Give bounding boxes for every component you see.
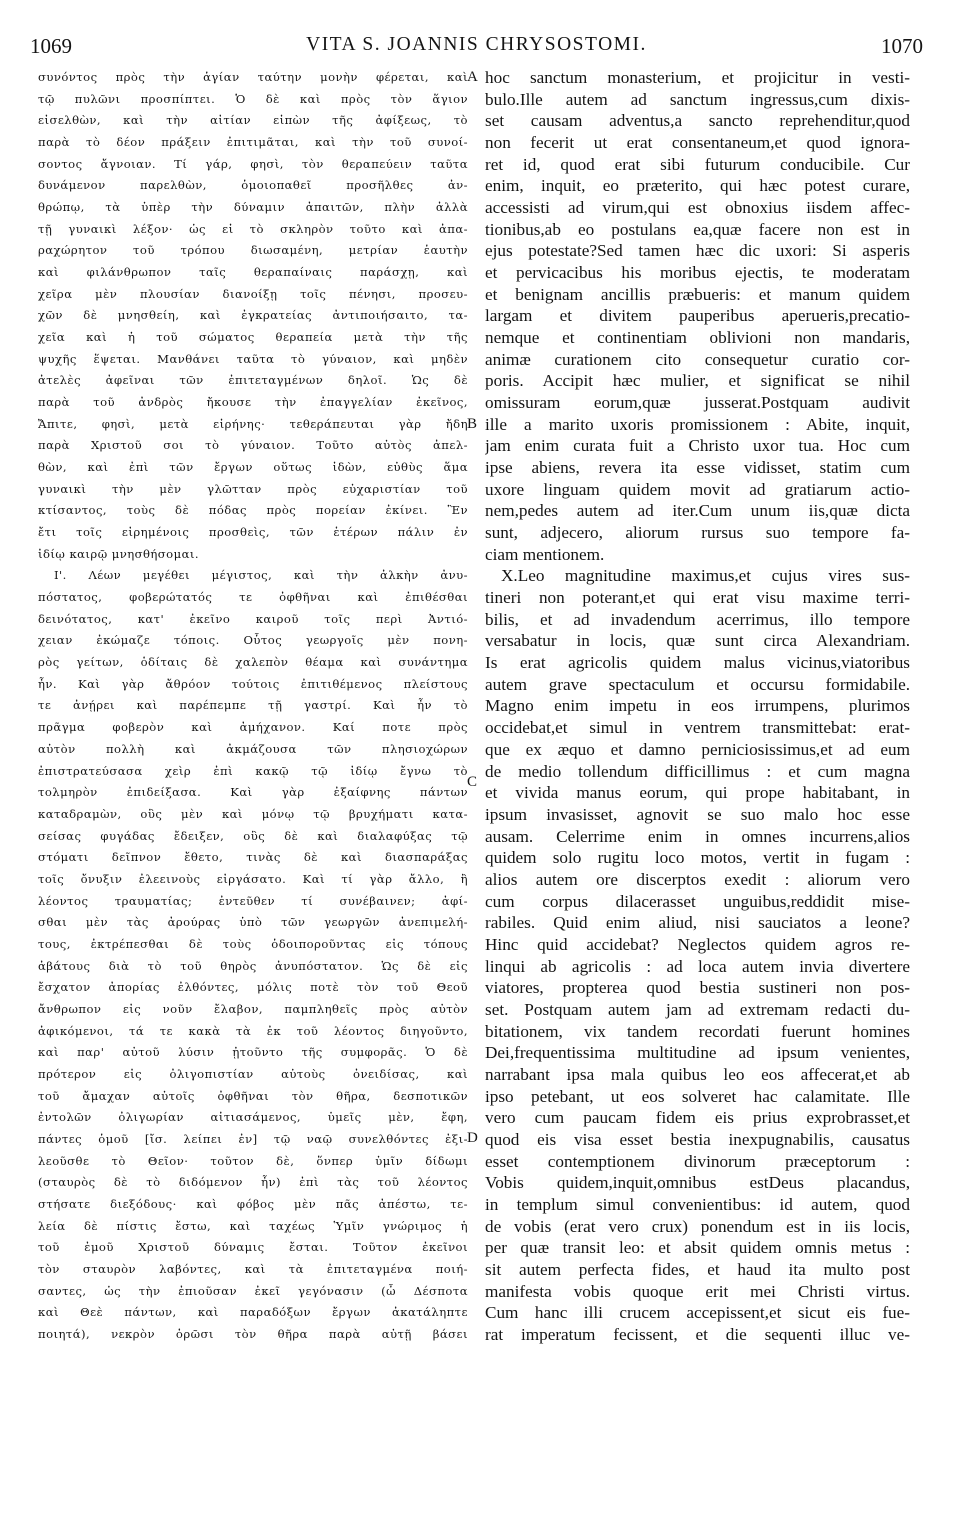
greek-text-line: σαντες, ὡς τὴν ἐπιοῦσαν ἐκεῖ γεγόνασιν (ὦ Δέσποτα <box>38 1283 468 1298</box>
greek-text-line: ραχώρητον τοῦ τρόπου διωσαμένη, μετρίαν ἑαυτὴν <box>38 243 468 258</box>
latin-text-line: nem,pedes autem ad iter.Cum unum iis,quæ dicta <box>485 501 910 521</box>
latin-text-line: et vivida manus eorum, qui prope habitabant, in <box>485 783 910 803</box>
latin-text-line: rabiles. Quid enim aliud, nisi sauciatos a leone? <box>485 913 910 933</box>
greek-text-line: λεοῦσθε τὸ Θεῖον· τοῦτον δὲ, ὅνπερ ὑμῖν δίδωμι <box>38 1153 468 1168</box>
latin-text-line: hoc sanctum monasterium, et projicitur in vesti- <box>485 68 910 87</box>
greek-text-line: δυνάμενον παρελθὼν, ὁμοιοπαθεῖ προσῆλθες ἀν- <box>38 178 468 193</box>
greek-text-line: τῇ γυναικὶ λέξον· ὡς εἰ τὸ σκληρὸν τοῦτο καὶ ἀπα- <box>38 221 468 236</box>
greek-text-line: Ι'. Λέων μεγέθει μέγιστος, καὶ τὴν ἀλκὴν ἀνυ- <box>54 568 468 583</box>
greek-text-line: τοῖς ὄνυξιν ἐλεεινοὺς εἰργάσατο. Καὶ τί γὰρ ἄλλο, ἢ <box>38 871 468 886</box>
greek-text-line: παρὰ Χριστοῦ σοι τὸ γύναιον. Τοῦτο αὐτὸς ἀπελ- <box>38 438 468 453</box>
latin-text-line: Hinc quid accidebat? Neglectos quidem agros re- <box>485 934 910 954</box>
greek-text-line: ψυχῆς ἕψεται. Μανθάνει ταῦτα τὸ γύναιον, καὶ μηδὲν <box>38 351 468 366</box>
latin-text-line: bulo.Ille autem ad sanctum ingressus,cum dixis- <box>485 89 910 109</box>
latin-text-line: esset contemptionem divinorum præceptorum : <box>485 1151 910 1171</box>
greek-text-line: ἐντολῶν ὀλιγωρίαν αἰτιασάμενος, ὑμεῖς μὲν, ἔφη, <box>38 1110 468 1125</box>
margin-letter-a: A <box>467 69 478 85</box>
greek-column <box>38 67 468 1346</box>
greek-text-line: τε ἀνῄρει καὶ παρέπεμπε τῇ γαστρί. Καὶ ἦν τὸ <box>38 698 468 713</box>
greek-text-line: σείσας φυγάδας ἔδειξεν, οὓς δὲ καὶ διαλαφύξας τῷ <box>38 828 468 843</box>
running-title: VITA S. JOANNIS CHRYSOSTOMI. <box>306 34 647 55</box>
greek-text-line: θὼν, καὶ ἐπὶ τῶν ἔργων οὕτως ἰδὼν, εὐθὺς ἅμα <box>38 460 468 475</box>
latin-text-line: per quæ transit leo: et absit quidem omnis metus : <box>485 1238 910 1258</box>
latin-text-line: linqui ab agricolis : ad loca autem invia divertere <box>485 956 910 976</box>
greek-text-line: καὶ Θεὲ πάντων, καὶ παραδόξων ἔργων ἀκατάληπτε <box>38 1305 468 1320</box>
greek-text-line: ρὸς γείτων, ὁδίταις δὲ χαλεπὸν θέαμα καὶ συνάντημα <box>38 655 468 670</box>
latin-text-line: uxore linguam quidem movit ad gratiarum actio- <box>485 479 910 499</box>
latin-text-line: Vobis quidem,inquit,omnibus estDeus placandus, <box>485 1173 910 1193</box>
greek-text-line: θρώπῳ, τὰ ὑπὲρ τὴν δύναμιν ἀπαιτῶν, πλὴν ἀλλὰ <box>38 200 468 215</box>
greek-text-line: ἀβάτους διὰ τὸ τοῦ θηρὸς ἀνυπόστατον. Ὡς δὲ εἰς <box>38 958 468 973</box>
greek-text-line: Ἄπιτε, φησὶ, μετὰ εἰρήνης· τεθεράπευται γὰρ ἤδη <box>38 416 468 431</box>
latin-text-line: ausam. Celerrime enim in omnes incurrens,alios <box>485 826 910 846</box>
margin-letter-d: D <box>467 1130 478 1146</box>
latin-text-line: in templum simul convenientibus: id autem, quod <box>485 1194 910 1214</box>
greek-text-line: παρὰ τὸ δέον πράξειν ἐπιτιμᾶται, καὶ τὴν τοῦ συνοί- <box>38 135 468 150</box>
latin-text-line: sunt, adjecero, aliorum rursus suo tempore fa- <box>485 523 910 543</box>
latin-text-line: Dei,frequentissima multitudine ad ipsum venientes, <box>485 1043 910 1063</box>
latin-text-line: Magno enim impetu in eos irrumpens, plurimos <box>485 696 910 716</box>
latin-text-line: non fecerit ut erat consentaneum,et quod ignora- <box>485 133 910 153</box>
greek-text-line: πρότερον εἰς ὀλιγοπιστίαν αὐτοὺς ὀνειδίσας, καὶ <box>38 1066 468 1081</box>
greek-text-line: πάντες ὁμοῦ [ἴσ. λείπει ἐν] τῷ ναῷ συνελθόντες ἐξι- <box>38 1131 468 1146</box>
latin-text-line: versabatur in locis, quæ sunt circa Alexandriam. <box>485 631 910 651</box>
latin-text-line: omissuram eorum,quæ jusserat.Postquam audivit <box>485 393 910 413</box>
latin-text-line: cum corpus dilacerasset unguibus,reddidit mise- <box>485 891 910 911</box>
greek-text-line: γυναικὶ τὴν μὲν γλῶτταν πρὸς εὐχαριστίαν τοῦ <box>38 481 468 496</box>
greek-text-line: τους, ἐκτρέπεσθαι δὲ τοὺς ὁδοιποροῦντας εἰς τόπους <box>38 936 468 951</box>
latin-text-line: animæ curationem cito consequetur curatio cor- <box>485 349 910 369</box>
latin-text-line: ipsum invasisset, agnovit se suo malo hoc esse <box>485 804 910 824</box>
latin-text-line: largam et divitem pauperibus aperueris,precatio- <box>485 306 910 326</box>
latin-text-line: tineri non poterant,et qui erat visu maxime terri- <box>485 588 910 608</box>
latin-text-line: alios autem ore discerptos exedit : aliorum vero <box>485 869 910 889</box>
latin-text-line: ciam mentionem. <box>485 544 605 564</box>
latin-text-line: narrabant ipsa mala quibus leo eos affecerat,et ab <box>485 1064 910 1084</box>
greek-text-line: παρὰ τοῦ ἀνδρὸς ἤκουσε τὴν ἐπαγγελίαν ἐκεῖνος, <box>38 395 468 410</box>
greek-text-line: πρᾶγμα φοβερὸν καὶ ἀμήχανον. Καί ποτε πρὸς <box>38 720 468 735</box>
greek-text-line: στόματι δεῖπνον ἔθετο, τινὰς δὲ καὶ διασπαράξας <box>38 850 468 865</box>
latin-text-line: ret id, quod erat sibi futurum conducibile. Cur <box>485 154 910 174</box>
page-number-left: 1069 <box>30 34 72 58</box>
latin-text-line: et benignam ancillis præbueris: et manum quidem <box>485 284 910 304</box>
greek-text-line: τοῦ ἐμοῦ Χριστοῦ δύναμις ἔσται. Τοῦτον ἐκεῖνοι <box>38 1240 468 1255</box>
greek-text-line: τὸν σταυρὸν λαβόντες, καὶ τὰ ἐπιτεταγμένα ποιή- <box>38 1261 468 1276</box>
greek-text-line: σθαι μὲν τὰς ἀρούρας ὑπὸ τῶν γεωργῶν ἀνεπιμελή- <box>38 915 468 930</box>
greek-text-line: ἄνθρωπον εἰς νοῦν ἔλαβον, παμπληθεῖς πρὸς αὐτὸν <box>38 1001 468 1016</box>
greek-text-line: ἀτελὲς ἀφεῖναι τῶν ἐπιτεταγμένων δηλοῖ. Ὡς δὲ <box>38 373 468 388</box>
latin-text-line: Is erat agricolis quidem malus vicinus,viatoribus <box>485 653 910 673</box>
latin-text-line: de medio tollendum difficillimus : et cum magna <box>485 761 910 781</box>
greek-text-line: ποιητά), νεκρὸν ὁρῶσι τὸν θῆρα παρὰ αὐτῇ βάσει <box>38 1326 468 1341</box>
greek-text-line: ἰδίῳ καιρῷ μνησθήσομαι. <box>38 546 199 561</box>
greek-text-line: δεινότατος, κατ' ἐκεῖνο καιροῦ τοῖς περὶ Ἀντιό- <box>38 611 468 626</box>
greek-text-line: λέοντος τραυματίας; ἐντεῦθεν τί συνέβαινεν; ἀφί- <box>38 893 468 908</box>
greek-text-line: καὶ φιλάνθρωπον ταῖς θεραπαίναις παράσχῃ, καὶ <box>38 265 468 280</box>
latin-text-line: enim, inquit, eo præterito, qui hæc potest curare, <box>485 176 910 196</box>
latin-text-line: manifesta vobis quoque erit mei Christi virtus. <box>485 1281 910 1301</box>
greek-text-line: χεῖρα μὲν πλουσίαν διανοίξῃ τοῖς πένησι, προσευ- <box>38 286 468 301</box>
latin-text-line: ejus potestate?Sed tamen hæc dic uxori: Si asperis <box>485 241 910 261</box>
greek-text-line: καταδραμὼν, οὓς μὲν καὶ μόνῳ τῷ βρυχήματι κατα- <box>38 806 468 821</box>
latin-text-line: rat imperatum fecissent, et die sequenti illuc ve- <box>485 1324 910 1344</box>
latin-text-line: ipse abiens, revera ita esse vidisset, statim cum <box>485 458 910 478</box>
latin-text-line: tionibus,ab eo postulans ea,quæ facere non est in <box>485 219 910 239</box>
greek-text-line: ἦν. Καὶ γὰρ ἄθρόον τούτοις ἐπιτιθέμενος πλείστους <box>38 676 468 691</box>
latin-text-line: nemque et continentiam oblivioni non mandaris, <box>485 328 910 348</box>
latin-text-line: autem grave spectaculum et occursu formidabile. <box>485 674 910 694</box>
latin-text-line: et pervicacibus his moribus ejectis, te moderatam <box>485 263 910 283</box>
greek-text-line: χεῖα καὶ ἡ τοῦ σώματος θεραπεία μετὰ τὴν τῆς <box>38 330 468 345</box>
greek-text-line: χῶν δὲ μνησθείη, καὶ ἐγκρατείας ἀντιποιήσαιτο, τα- <box>38 308 468 323</box>
page-header <box>30 34 923 60</box>
latin-text-line: vero cum paucam fidem eis prius exprobrasset,et <box>485 1108 910 1128</box>
latin-text-line: bitationem, vix tandem recordati fuerunt homines <box>485 1021 910 1041</box>
latin-text-line: ille a marito uxoris promissionem : Abite, inquit, <box>485 414 910 434</box>
latin-text-line: set. Postquam autem jam ad extremam redacti du- <box>485 999 910 1019</box>
latin-text-line: sit autem perfecta fides, et haud ita multo post <box>485 1259 910 1279</box>
greek-text-line: συνόντος πρὸς τὴν ἁγίαν ταύτην μονὴν φέρεται, καὶ <box>38 70 468 84</box>
latin-text-line: ipso petebant, ut eos solveret hac calamitate. Ille <box>485 1086 910 1106</box>
greek-text-line: πόστατος, φοβερώτατός τε ὀφθῆναι καὶ ἐπιθέσθαι <box>38 590 468 605</box>
greek-text-line: τῷ πυλῶνι προσπίπτει. Ὁ δὲ καὶ πρὸς τὸν ἅγιον <box>38 91 468 106</box>
greek-text-line: τοῦ ἄμαχαν αὐτοῖς ὀφθῆναι τὸν θῆρα, δεσποτικῶν <box>38 1088 468 1103</box>
margin-letter-c: C <box>467 774 478 790</box>
greek-text-line: (σταυρὸς δὲ τὸ διδόμενον ἦν) ἐπὶ τὰς τοῦ λέοντος <box>38 1175 468 1190</box>
latin-text-line: occidebat,et simul in ventrem transmittebat: erat- <box>485 718 910 738</box>
latin-text-line: bilis, et ad invadendum acerrimus, illo tempore <box>485 609 910 629</box>
latin-text-line: quod eis visa esset bestia inexpugnabilis, causatus <box>485 1129 910 1149</box>
latin-text-line: que ex æquo et damno perniciosissimus,et ad eum <box>485 739 910 759</box>
greek-text-line: αὐτὸν πολλὴ καὶ ἀκμάζουσα τῶν πλησιοχώρων <box>38 741 468 756</box>
latin-text-line: viatores, propterea quod bestia sustineri non pos- <box>485 978 910 998</box>
greek-text-line: καὶ παρ' αὐτοῦ λύσιν ᾐτοῦντο τῆς συμφορᾶς. Ὁ δὲ <box>38 1045 468 1060</box>
greek-text-line: ἔτι τοῖς εἰρημένοις προσθεὶς, τῶν ἑτέρων πάλιν ἐν <box>38 525 468 540</box>
greek-text-line: λεία δὲ πίστις ἔστω, καὶ ταχέως Ὑμῖν γνώριμος ἡ <box>38 1218 468 1233</box>
latin-text-line: quidem solo rugitu loco motos, vertit in fugam : <box>485 848 910 868</box>
latin-text-line: Cum hanc illi crucem accepissent,et sicut eis fue- <box>485 1303 910 1323</box>
latin-column <box>485 67 910 1346</box>
latin-text-line: X.Leo magnitudine maximus,et cujus vires sus- <box>501 566 910 586</box>
greek-text-line: τολμηρὸν ἐπιδείξασα. Καὶ γὰρ ἐξαίφνης πάντων <box>38 785 468 800</box>
latin-text-line: set causam adventus,a sancto reprehenditur,quod <box>485 111 910 131</box>
margin-letter-b: B <box>467 416 478 432</box>
page-number-right: 1070 <box>881 34 923 58</box>
greek-text-line: κτίσαντος, τοὺς δὲ πόδας πρὸς πορείαν ἐκίνει. Ἓν <box>38 503 468 518</box>
greek-text-line: χειαν ἐκώμαζε τόποις. Οὗτος γεωργοῖς μὲν πονη- <box>38 633 468 648</box>
latin-text-line: de vobis (erat vero crux) ponendum est in iis locis, <box>485 1216 910 1236</box>
latin-text-line: poris. Accipit hæc mulier, et significat se nihil <box>485 371 910 391</box>
greek-text-line: σοντος ἄγνοιαν. Τί γάρ, φησὶ, τὸν θεραπεύειν ταῦτα <box>38 156 468 171</box>
greek-text-line: ἔσχατον ἀπορίας ἐλθόντες, μόλις ποτὲ τὸν τοῦ Θεοῦ <box>38 980 468 995</box>
greek-text-line: εἰσελθὼν, καὶ τὴν αἰτίαν εἰπὼν τῆς ἀφίξεως, τὸ <box>38 113 468 128</box>
greek-text-line: ἐπιστρατεύσασα χεὶρ ἐπὶ κακῷ τῷ ἰδίῳ ἔγνω τὸ <box>38 763 468 778</box>
greek-text-line: ἀφικόμενοι, τά τε κακὰ τὰ ἐκ τοῦ λέοντος διηγοῦντο, <box>38 1023 468 1038</box>
latin-text-line: accessisti ad virum,qui est obnoxius iisdem affec- <box>485 198 910 218</box>
greek-text-line: στήσατε διεξόδους· καὶ φόβος μὲν πᾶς ἀπέστω, τε- <box>38 1196 468 1211</box>
latin-text-line: jam enim curata fuit a Christo uxor tua. Hoc cum <box>485 436 910 456</box>
